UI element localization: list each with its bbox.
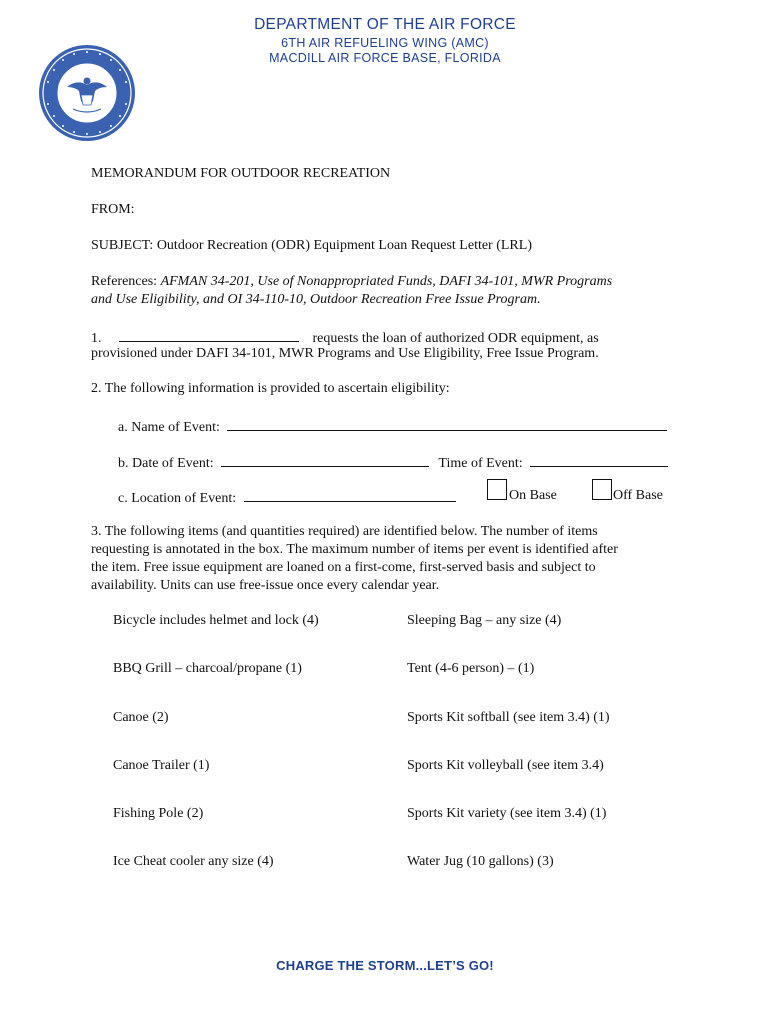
footer-motto: CHARGE THE STORM...LET’S GO! (276, 958, 494, 973)
time-of-event-field[interactable] (530, 452, 668, 467)
item-bbq-grill: BBQ Grill – charcoal/propane (1) (113, 661, 302, 676)
requesting-unit-field[interactable] (119, 327, 299, 342)
item-tent: Tent (4-6 person) – (1) (407, 661, 535, 676)
para3-line2: requesting is annotated in the box. The maximum number of items per event is identified after (91, 542, 618, 557)
item-sports-kit-volleyball: Sports Kit volleyball (see item 3.4) (407, 758, 604, 773)
field-c-row (118, 487, 456, 508)
location-of-event-label: c. Location of Event: (118, 491, 237, 506)
date-of-event-field[interactable] (221, 452, 429, 467)
memo-subject: SUBJECT: Outdoor Recreation (ODR) Equipment Loan Request Letter (LRL) (91, 238, 532, 253)
letterhead-base: MACDILL AIR FORCE BASE, FLORIDA (269, 51, 501, 65)
off-base-checkbox[interactable] (592, 479, 612, 500)
para1-number: 1. (91, 331, 102, 346)
item-sports-kit-variety: Sports Kit variety (see item 3.4) (1) (407, 806, 607, 821)
date-of-event-label: b. Date of Event: (118, 456, 214, 471)
on-base-checkbox[interactable] (487, 479, 507, 500)
item-sports-kit-softball: Sports Kit softball (see item 3.4) (1) (407, 710, 610, 725)
references-label: References: (91, 274, 158, 289)
references-line1: AFMAN 34-201, Use of Nonappropriated Funds, DAFI 34-101, MWR Programs (160, 274, 613, 289)
on-base-label: On Base (509, 488, 557, 503)
memo-from: FROM: (91, 202, 135, 217)
memo-for: MEMORANDUM FOR OUTDOOR RECREATION (91, 166, 391, 181)
memo-references (91, 273, 612, 291)
item-canoe-trailer: Canoe Trailer (1) (113, 758, 210, 773)
para3-line3: the item. Free issue equipment are loaned on a first-come, first-served basis and subject to (91, 560, 596, 575)
para3-line4: availability. Units can use free-issue once every calendar year. (91, 578, 440, 593)
field-a-row (118, 416, 667, 437)
time-of-event-label: Time of Event: (438, 456, 523, 471)
item-sleeping-bag: Sleeping Bag – any size (4) (407, 613, 562, 628)
dod-seal-logo (37, 43, 137, 143)
item-cooler: Ice Cheat cooler any size (4) (113, 854, 274, 869)
para2: 2. The following information is provided to ascertain eligibility: (91, 381, 450, 396)
location-of-event-field[interactable] (244, 487, 456, 502)
para1-line2: provisioned under DAFI 34-101, MWR Programs and Use Eligibility, Free Issue Program. (91, 346, 599, 361)
references-line2: and Use Eligibility, and OI 34-110-10, Outdoor Recreation Free Issue Program. (91, 292, 541, 307)
letterhead-org: DEPARTMENT OF THE AIR FORCE (254, 16, 516, 33)
field-b-row (118, 452, 668, 473)
item-bicycle: Bicycle includes helmet and lock (4) (113, 613, 319, 628)
item-canoe: Canoe (2) (113, 710, 169, 725)
letterhead-wing: 6TH AIR REFUELING WING (AMC) (281, 36, 489, 50)
name-of-event-field[interactable] (227, 416, 667, 431)
item-water-jug: Water Jug (10 gallons) (3) (407, 854, 554, 869)
name-of-event-label: a. Name of Event: (118, 420, 220, 435)
off-base-label: Off Base (613, 488, 663, 503)
para1-line1: 1. requests the loan of authorized ODR equipment, as (91, 327, 599, 348)
item-fishing-pole: Fishing Pole (2) (113, 806, 204, 821)
para3-line1: 3. The following items (and quantities required) are identified below. The number of items (91, 524, 598, 539)
